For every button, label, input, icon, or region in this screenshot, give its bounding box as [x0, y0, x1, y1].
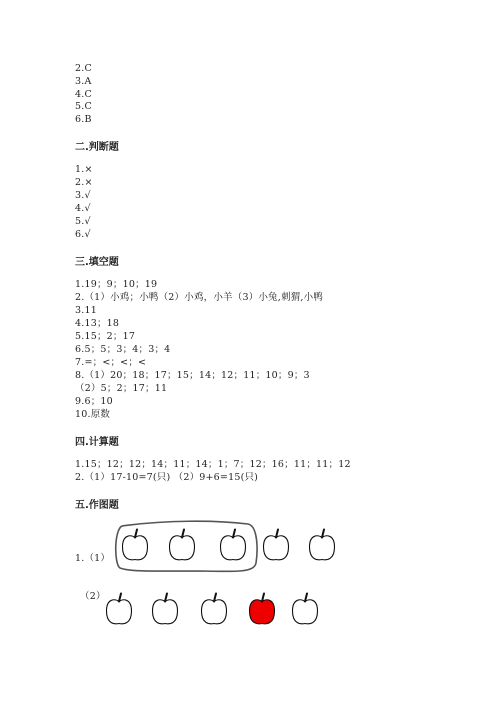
choice-answer-4: 4.C: [75, 89, 92, 100]
calc-heading: 四.计算题: [75, 437, 119, 448]
apple: [202, 594, 227, 624]
choice-answer-6: 6.B: [75, 114, 92, 125]
draw-q2-label: （2）: [80, 591, 106, 602]
apple: [264, 530, 289, 560]
fill-answer-1: 1.19；9；10；19: [75, 279, 158, 290]
draw-q1-label: 1.（1）: [75, 553, 111, 564]
draw-heading: 五.作图题: [75, 500, 119, 511]
calc-answer-1: 1.15；12；12；14；11；14；1；7；12；16；11；11；12: [75, 459, 351, 470]
judge-answer-5: 5.√: [75, 216, 91, 227]
fill-answer-5: 5.15；2；17: [75, 331, 136, 342]
apple: [107, 594, 132, 624]
fill-answer-8: 8.（1）20；18；17；15；14；12；11；10；9；3: [75, 370, 310, 381]
apple: [170, 530, 195, 560]
fill-answer-7: 7.=；<；<；<: [75, 357, 147, 368]
fill-answer-10: 10.原数: [75, 409, 111, 420]
apple: [123, 530, 148, 560]
choice-answer-2: 2.C: [75, 63, 92, 74]
judge-answer-4: 4.√: [75, 203, 91, 214]
choice-answer-5: 5.C: [75, 101, 92, 112]
apple: [221, 530, 246, 560]
judge-answer-3: 3.√: [75, 190, 91, 201]
red-apple: [250, 594, 275, 624]
judge-answer-6: 6.√: [75, 229, 91, 240]
apple: [153, 594, 178, 624]
fill-answer-8-part-2: （2）5；2；17；11: [75, 383, 168, 394]
fill-answer-6: 6.5；5；3；4；3；4: [75, 344, 171, 355]
fill-heading: 三.填空题: [75, 257, 119, 268]
calc-answer-2: 2.（1）17-10=7(只) （2）9+6=15(只): [75, 472, 259, 483]
judge-answer-2: 2.×: [75, 177, 93, 188]
fill-answer-4: 4.13；18: [75, 318, 120, 329]
fill-answer-2: 2.（1）小鸡；小鸭（2）小鸡，小羊（3）小兔,刺猬,小鸭: [75, 292, 324, 303]
fill-answer-9: 9.6；10: [75, 396, 113, 407]
judge-heading: 二.判断题: [75, 142, 119, 153]
choice-answer-3: 3.A: [75, 76, 92, 87]
apple: [293, 594, 318, 624]
judge-answer-1: 1.×: [75, 164, 93, 175]
fill-answer-3: 3.11: [75, 305, 97, 316]
apple: [310, 530, 335, 560]
